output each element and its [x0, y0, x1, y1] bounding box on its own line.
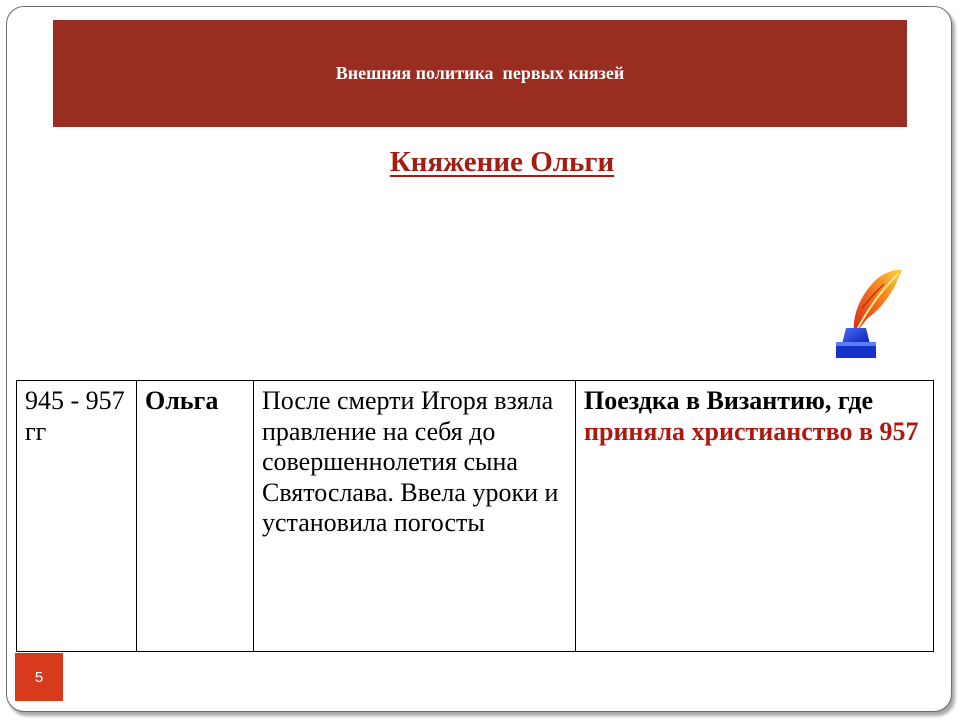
domestic-policy-cell: После смерти Игоря взяла правление на себя до совершеннолетия сына Святослава. Ввела уроки и установила погосты [254, 381, 576, 652]
foreign-policy-text: Поездка в Византию, где [584, 386, 874, 415]
quill-inkwell-icon [832, 268, 904, 362]
slide-subtitle: Княжение Ольги [389, 146, 615, 178]
events-table [16, 380, 934, 652]
table-row [17, 381, 934, 652]
foreign-policy-cell [576, 381, 934, 652]
slide-title: Внешняя политика первых князей [335, 63, 625, 83]
foreign-policy-highlight: приняла христианство в 957 [584, 416, 919, 446]
ruler-cell: Ольга [137, 381, 254, 652]
title-banner [53, 20, 907, 127]
slide-number: 5 [15, 653, 63, 701]
period-cell: 945 - 957 гг [17, 381, 137, 652]
